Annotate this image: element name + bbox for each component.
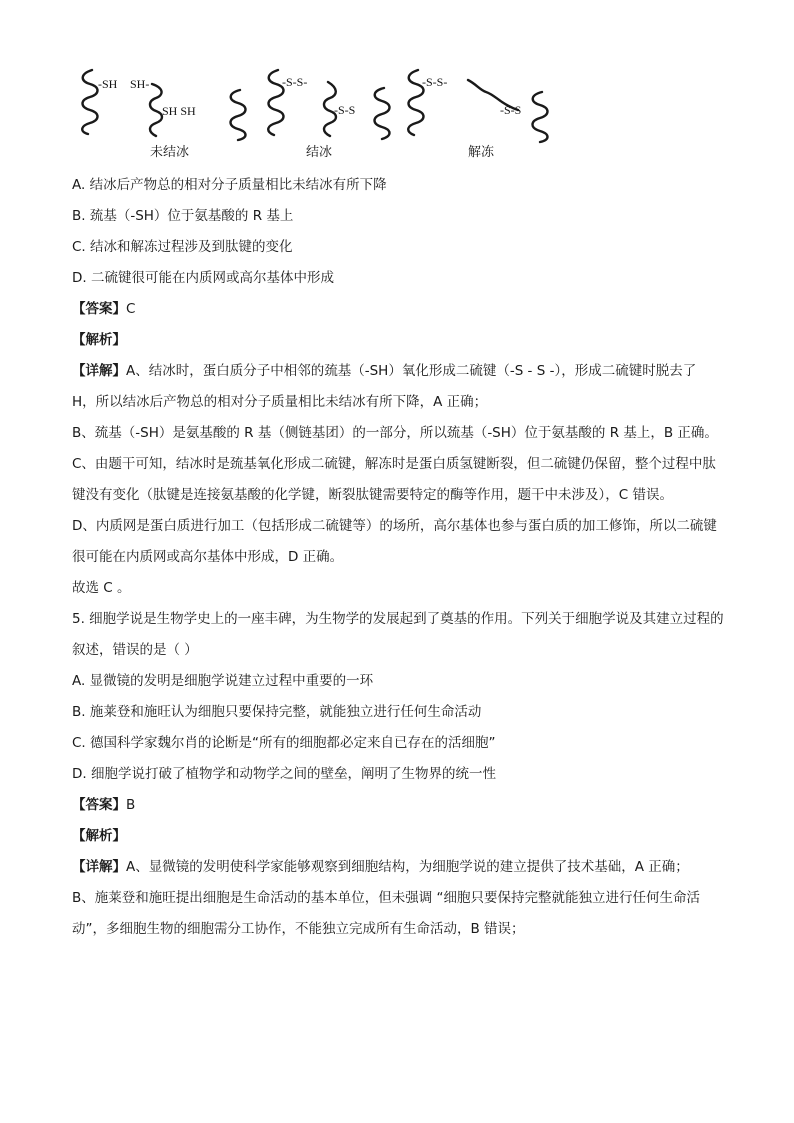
q5-detail-label: 【详解】 [72,859,126,875]
q4-explanation-d: D、内质网是蛋白质进行加工（包括形成二硫键等）的场所，高尔基体也参与蛋白质的加工修饰，所以二硫键很可能在内质网或高尔基体中形成，D 正确。 [72,518,717,565]
label-ss-4: -S-S [500,103,522,117]
protein-coil-diagram [72,60,572,164]
q4-detail-label: 【详解】 [72,363,126,379]
protein-freezing-diagram [72,60,572,164]
q4-answer-value: C [126,301,136,317]
label-sh-1: -SH [98,77,118,91]
label-sh-3: SH SH [162,104,196,118]
protein-chain-1 [82,70,97,134]
q5-analysis-label: 【解析】 [72,828,126,844]
q4-option-c: C. 结冰和解冻过程涉及到肽键的变化 [72,239,293,255]
q4-answer-label: 【答案】 [72,301,126,317]
q4-option-b: B. 巯基（-SH）位于氨基酸的 R 基上 [72,208,294,224]
q4-analysis-label: 【解析】 [72,332,126,348]
q4-explanation-b: B、巯基（-SH）是氨基酸的 R 基（侧链基团）的一部分，所以巯基（-SH）位于氨基酸的 R 基上，B 正确。 [72,425,718,441]
label-ss-2: -S-S [334,103,356,117]
protein-chain-2 [150,84,162,136]
q5-answer-value: B [126,797,136,813]
protein-chain-6 [375,88,390,139]
q5-option-d: D. 细胞学说打破了植物学和动物学之间的壁垒，阐明了生物界的统一性 [72,766,496,782]
q5-explanation-a: 【详解】A、显微镜的发明使科学家能够观察到细胞结构，为细胞学说的建立提供了技术基础，A 正确； [72,859,689,875]
q4-option-a: A. 结冰后产物总的相对分子质量相比未结冰有所下降 [72,177,387,193]
caption-thawed: 解冻 [468,145,495,160]
protein-chain-3 [231,90,246,140]
q4-explanation-a: 【详解】A、结冰时，蛋白质分子中相邻的巯基（-SH）氧化形成二硫键（-S - S -），形成二硫键时脱去了 H，所以结冰后产物总的相对分子质量相比未结冰有所下降，A 正确； [72,363,697,410]
q4-answer [72,294,724,325]
label-sh-2: SH- [130,77,150,91]
q4-option-d: D. 二硫键很可能在内质网或高尔基体中形成 [72,270,334,286]
label-ss-3: -S-S- [422,75,448,89]
q5-option-c: C. 德国科学家魏尔肖的论断是“所有的细胞都必定来自已存在的活细胞” [72,735,496,751]
q5-option-b: B. 施莱登和施旺认为细胞只要保持完整，就能独立进行任何生命活动 [72,704,482,720]
caption-frozen: 结冰 [306,145,333,160]
q5-answer-label: 【答案】 [72,797,126,813]
q4-conclusion: 故选 C 。 [72,580,131,596]
q5-option-a: A. 显微镜的发明是细胞学说建立过程中重要的一环 [72,673,374,689]
label-ss-1: -S-S- [282,75,308,89]
q4-explanation-c: C、由题干可知，结冰时是巯基氧化形成二硫键，解冻时是蛋白质氢键断裂，但二硫键仍保留，整个过程中肽键没有变化（肽键是连接氨基酸的化学键，断裂肽键需要特定的酶等作用，题干中未涉及），C 错误。 [72,456,716,503]
protein-chain-9 [533,92,548,142]
q5-answer [72,790,724,821]
caption-unfrozen: 未结冰 [150,145,190,160]
question-content [72,170,724,945]
q5-stem: 5. 细胞学说是生物学史上的一座丰碑，为生物学的发展起到了奠基的作用。下列关于细胞学说及其建立过程的叙述，错误的是（ ） [72,611,724,658]
q5-explanation-b: B、施莱登和施旺提出细胞是生命活动的基本单位，但未强调 “细胞只要保持完整就能独立进行任何生命活动”，多细胞生物的细胞需分工协作，不能独立完成所有生命活动，B 错误； [72,890,701,937]
